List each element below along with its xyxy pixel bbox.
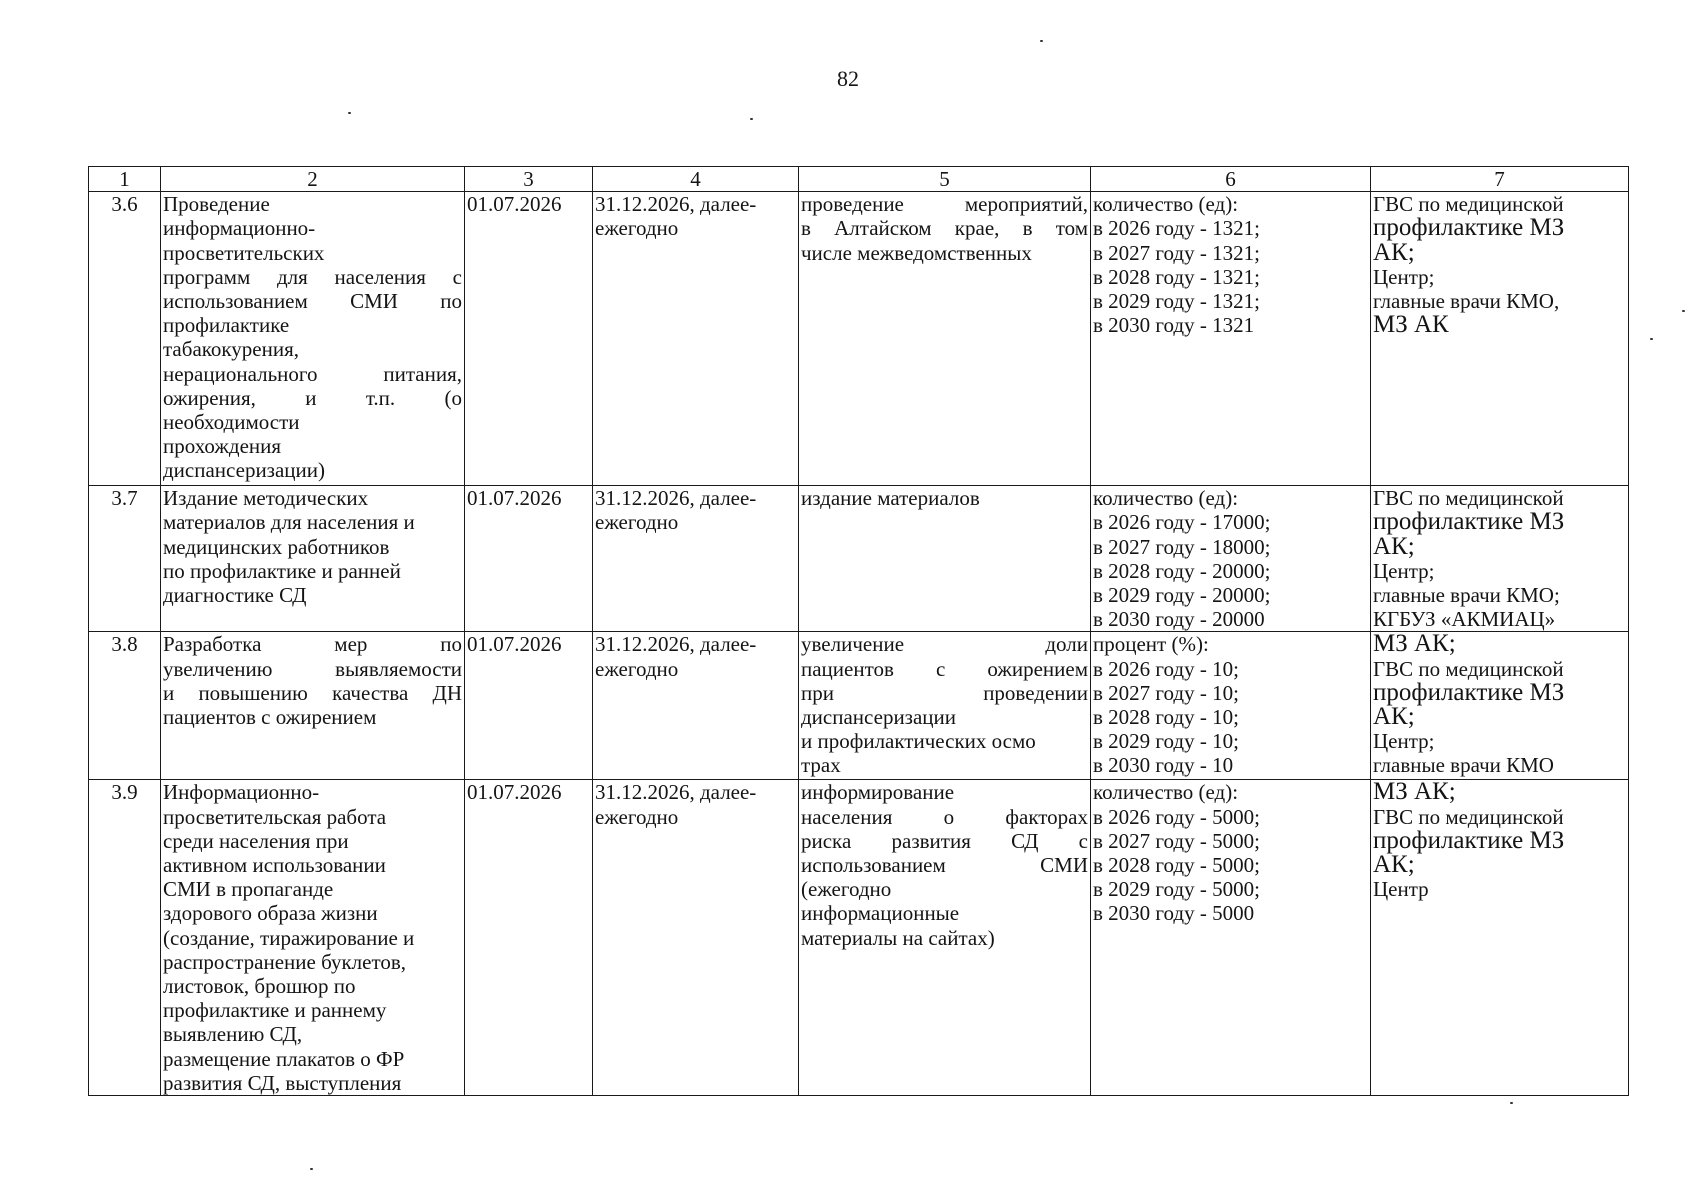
result-line: в Алтайском крае, в том	[801, 216, 1088, 241]
expected-result	[799, 192, 1091, 486]
event-description	[161, 486, 465, 632]
start-date: 01.07.2026	[465, 192, 593, 486]
event-line: СМИ в пропаганде	[163, 877, 334, 902]
event-line: распространение буклетов,	[163, 949, 407, 974]
result-line: использованием СМИ	[801, 853, 1088, 878]
result-line: трах	[801, 753, 841, 778]
event-line: прохождения	[163, 434, 282, 459]
end-date	[593, 632, 799, 780]
responsible-line: ГВС по медицинской	[1373, 192, 1564, 217]
responsible-line: Центр;	[1373, 729, 1435, 754]
scan-speck	[348, 112, 351, 114]
event-line: пациентов с ожирением	[163, 705, 377, 730]
result-line: числе межведомственных	[801, 240, 1032, 265]
responsible-line: МЗ АК;	[1373, 779, 1456, 806]
result-line: материалы на сайтах)	[801, 925, 995, 950]
start-date: 01.07.2026	[465, 632, 593, 780]
responsible-line: главные врачи КМО,	[1373, 289, 1560, 314]
responsible-line: ГВС по медицинской	[1373, 656, 1564, 681]
target-indicator	[1091, 192, 1371, 486]
responsible-line: МЗ АК	[1373, 311, 1449, 339]
event-line: Издание методических	[163, 486, 369, 511]
indicator-line: в 2028 году - 1321;	[1093, 264, 1260, 289]
indicator-line: в 2030 году - 10	[1093, 753, 1234, 778]
end-date-line: ежегодно	[595, 216, 679, 241]
event-line: программ для населения с	[163, 264, 462, 289]
table-row	[89, 632, 1629, 780]
indicator-line: в 2028 году - 5000;	[1093, 853, 1260, 878]
responsible-parties	[1371, 632, 1629, 780]
indicator-line: в 2030 году - 1321	[1093, 313, 1255, 338]
event-line: просветительских	[163, 240, 325, 265]
result-line: (ежегодно	[801, 877, 892, 902]
end-date	[593, 780, 799, 1096]
indicator-line: в 2029 году - 1321;	[1093, 289, 1260, 314]
event-line: информационно-	[163, 216, 316, 241]
expected-result	[799, 632, 1091, 780]
indicator-line: в 2029 году - 20000;	[1093, 583, 1271, 608]
event-line: материалов для населения и	[163, 510, 415, 535]
expected-result	[799, 780, 1091, 1096]
end-date	[593, 486, 799, 632]
event-line: выявлению СД,	[163, 1022, 303, 1047]
indicator-line: в 2028 году - 10;	[1093, 705, 1239, 730]
table-body	[89, 167, 1629, 1096]
indicator-line: в 2027 году - 5000;	[1093, 828, 1260, 853]
event-line: нерационального питания,	[163, 361, 462, 386]
indicator-line: в 2030 году - 20000	[1093, 607, 1265, 632]
responsible-line: КГБУЗ «АКМИАЦ»	[1373, 607, 1556, 632]
event-line: здорового образа жизни	[163, 901, 378, 926]
responsible-line: АК;	[1373, 238, 1415, 266]
result-line: населения о факторах	[801, 804, 1088, 829]
column-number-row	[89, 167, 1629, 192]
event-description	[161, 780, 465, 1096]
target-indicator	[1091, 486, 1371, 632]
event-line: необходимости	[163, 410, 300, 435]
scan-speck	[1040, 40, 1043, 42]
event-line: использованием СМИ по	[163, 289, 462, 314]
column-number: 3	[465, 167, 593, 192]
column-number: 7	[1371, 167, 1629, 192]
indicator-line: процент (%):	[1093, 632, 1209, 657]
event-description	[161, 632, 465, 780]
item-number: 3.7	[89, 486, 161, 632]
responsible-line: ГВС по медицинской	[1373, 486, 1564, 511]
responsible-parties	[1371, 192, 1629, 486]
responsible-line: главные врачи КМО	[1373, 753, 1554, 778]
event-line: размещение плакатов о ФР	[163, 1046, 405, 1071]
item-number: 3.9	[89, 780, 161, 1096]
result-line: издание материалов	[801, 486, 980, 511]
event-line: табакокурения,	[163, 337, 300, 362]
responsible-line: профилактике МЗ	[1373, 678, 1565, 706]
responsible-line: АК;	[1373, 532, 1415, 560]
indicator-line: в 2027 году - 18000;	[1093, 534, 1271, 559]
indicator-line: количество (ед):	[1093, 780, 1239, 805]
scan-speck	[1510, 1102, 1513, 1104]
expected-result	[799, 486, 1091, 632]
indicator-line: в 2028 году - 20000;	[1093, 558, 1271, 583]
event-line: Проведение	[163, 192, 270, 217]
event-line: просветительская работа	[163, 804, 387, 829]
result-line: увеличение доли	[801, 632, 1088, 657]
measures-table	[88, 166, 1629, 1096]
column-number: 5	[799, 167, 1091, 192]
column-number: 1	[89, 167, 161, 192]
table-row	[89, 780, 1629, 1096]
event-line: листовок, брошюр по	[163, 974, 356, 999]
target-indicator	[1091, 780, 1371, 1096]
column-number: 6	[1091, 167, 1371, 192]
table-row	[89, 486, 1629, 632]
end-date-line: 31.12.2026, далее-	[595, 192, 757, 217]
event-line: профилактике	[163, 313, 290, 338]
event-line: Разработка мер по	[163, 632, 462, 657]
end-date-line: 31.12.2026, далее-	[595, 486, 757, 511]
end-date-line: 31.12.2026, далее-	[595, 632, 757, 657]
indicator-line: количество (ед):	[1093, 192, 1239, 217]
indicator-line: количество (ед):	[1093, 486, 1239, 511]
result-line: информационные	[801, 901, 960, 926]
indicator-line: в 2029 году - 10;	[1093, 729, 1239, 754]
indicator-line: в 2027 году - 10;	[1093, 680, 1239, 705]
responsible-line: Центр;	[1373, 558, 1435, 583]
item-number: 3.8	[89, 632, 161, 780]
result-line: риска развития СД с	[801, 828, 1088, 853]
indicator-line: в 2026 году - 17000;	[1093, 510, 1271, 535]
event-line: увеличению выявляемости	[163, 656, 462, 681]
result-line: при проведении	[801, 680, 1088, 705]
event-line: ожирения, и т.п. (о	[163, 385, 462, 410]
responsible-parties	[1371, 780, 1629, 1096]
table-row	[89, 192, 1629, 486]
column-number: 4	[593, 167, 799, 192]
end-date-line: ежегодно	[595, 510, 679, 535]
event-description	[161, 192, 465, 486]
responsible-line: профилактике МЗ	[1373, 214, 1565, 242]
result-line: пациентов с ожирением	[801, 656, 1088, 681]
responsible-line: Центр;	[1373, 264, 1435, 289]
indicator-line: в 2026 году - 5000;	[1093, 804, 1260, 829]
event-line: Информационно-	[163, 780, 320, 805]
end-date-line: ежегодно	[595, 656, 679, 681]
scan-speck	[310, 1168, 313, 1170]
indicator-line: в 2030 году - 5000	[1093, 901, 1255, 926]
event-line: профилактике и раннему	[163, 998, 387, 1023]
result-line: диспансеризации	[801, 705, 957, 730]
scan-speck	[750, 118, 753, 120]
responsible-line: АК;	[1373, 851, 1415, 879]
item-number: 3.6	[89, 192, 161, 486]
end-date	[593, 192, 799, 486]
responsible-line: главные врачи КМО;	[1373, 583, 1560, 608]
event-line: среди населения при	[163, 828, 349, 853]
end-date-line: ежегодно	[595, 804, 679, 829]
event-line: диагностике СД	[163, 583, 307, 608]
indicator-line: в 2026 году - 10;	[1093, 656, 1239, 681]
result-line: и профилактических осмо	[801, 729, 1036, 754]
event-line: активном использовании	[163, 853, 386, 878]
indicator-line: в 2027 году - 1321;	[1093, 240, 1260, 265]
event-line: развития СД, выступления	[163, 1070, 402, 1095]
responsible-line: АК;	[1373, 703, 1415, 731]
result-line: проведение мероприятий,	[801, 192, 1088, 217]
responsible-line: МЗ АК;	[1373, 631, 1456, 658]
responsible-line: Центр	[1373, 877, 1429, 902]
page-number: 82	[837, 66, 859, 91]
column-number: 2	[161, 167, 465, 192]
target-indicator	[1091, 632, 1371, 780]
event-line: диспансеризации)	[163, 458, 326, 483]
start-date: 01.07.2026	[465, 486, 593, 632]
event-line: по профилактике и ранней	[163, 558, 401, 583]
event-line: (создание, тиражирование и	[163, 925, 415, 950]
start-date: 01.07.2026	[465, 780, 593, 1096]
indicator-line: в 2026 году - 1321;	[1093, 216, 1260, 241]
event-line: и повышению качества ДН	[163, 680, 462, 705]
end-date-line: 31.12.2026, далее-	[595, 780, 757, 805]
event-line: медицинских работников	[163, 534, 390, 559]
responsible-parties	[1371, 486, 1629, 632]
result-line: информирование	[801, 780, 955, 805]
responsible-line: ГВС по медицинской	[1373, 804, 1564, 829]
indicator-line: в 2029 году - 5000;	[1093, 877, 1260, 902]
responsible-line: профилактике МЗ	[1373, 826, 1565, 854]
scan-speck	[1682, 310, 1685, 312]
responsible-line: профилактике МЗ	[1373, 508, 1565, 536]
scan-speck	[1650, 338, 1653, 340]
